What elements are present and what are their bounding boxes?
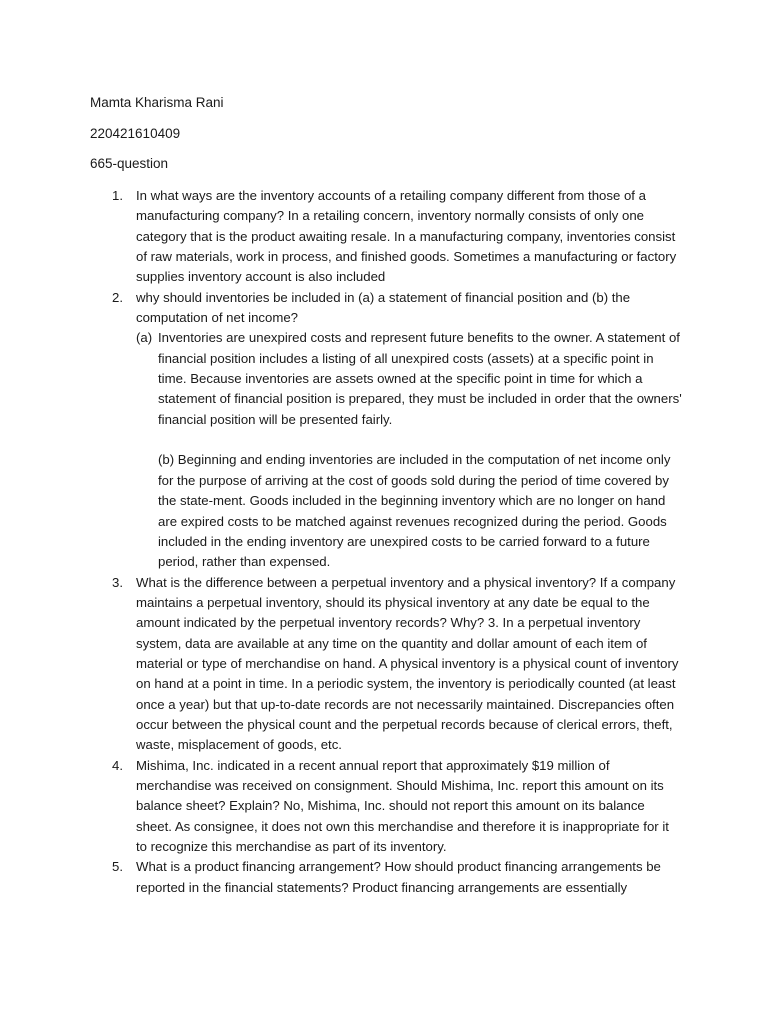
list-item [90,756,682,858]
item-text: why should inventories be included in (a) a statement of financial position and (b) the computation of net income? [136,289,631,326]
item-text: What is the difference between a perpetual inventory and a physical inventory? If a company maintains a perpetual inventory, should its physical inventory at any date be equal to the amount indicated by the perpetual inventory records? Why? 3. In a perpetual inventory system, data are available at any time on the quantity and dollar amount of each item of material or type of merchandise on hand. A physical inventory is a physical count of inventory on hand at a point in time. In a periodic system, the inventory is periodically counted (at least once a year) but that up-to-date records are not necessarily maintained. Discrepancies often occur between the physical count and the perpetual records because of clerical errors, theft, waste, misplacement of goods, etc. [136,574,679,753]
author-name: Mamta Kharisma Rani [90,95,224,110]
item-text: In what ways are the inventory accounts of a retailing company different from those of a manufacturing company? In a retailing concern, inventory normally consists of only one category that is the product awaiting resale. In a manufacturing company, inventories consist of raw materials, work in process, and finished goods. Sometimes a manufacturing or factory supplies inventory account is also included [136,188,677,285]
item-number: 2. [112,289,123,305]
item-text: What is a product financing arrangement? How should product financing arrangements be reported in the financial statements? Product financing arrangements are essentially [136,859,661,895]
item-text: Mishima, Inc. indicated in a recent annual report that approximately $19 million of merchandise was received on consignment. Should Mishima, Inc. report this amount on its balance sheet? Explain? No, Mishima, Inc. should not report this amount on its balance sheet. As consignee, it does not own this merchandise and therefore it is inappropriate for it to recognize this merchandise as part of its inventory. [136,757,669,854]
list-item [90,857,682,898]
item-number: 5. [112,859,123,875]
list-item [90,288,682,573]
item-number: 3. [112,574,123,590]
document-title: 665-question [90,156,169,171]
item-number: 1. [112,188,123,203]
question-list [90,186,682,898]
sub-answer [136,328,682,430]
list-item [90,186,682,288]
sub-answer-b: (b) Beginning and ending inventories are included in the computation of net income only for the purpose of arriving at the cost of goods sold during the period of time covered by the state-ment. Goods included in the beginning inventory which are no longer on hand are expired costs to be matched against revenues recognized during the period. Goods included in the ending inventory are unexpired costs to be carried forward to a future period, rather than expensed. [158,452,671,570]
sub-answer-a: Inventories are unexpired costs and represent future benefits to the owner. A statement of financial position includes a listing of all unexpired costs (assets) at a specific point in time. Because inventories are assets owned at the specific point in time for which a statement of financial position is prepared, they must be included in order that the owners' financial position will be presented fairly. [158,330,682,427]
student-id: 220421610409 [90,126,181,141]
item-number: 4. [112,757,123,773]
list-item [90,573,682,756]
sub-label: (a) [136,330,153,346]
